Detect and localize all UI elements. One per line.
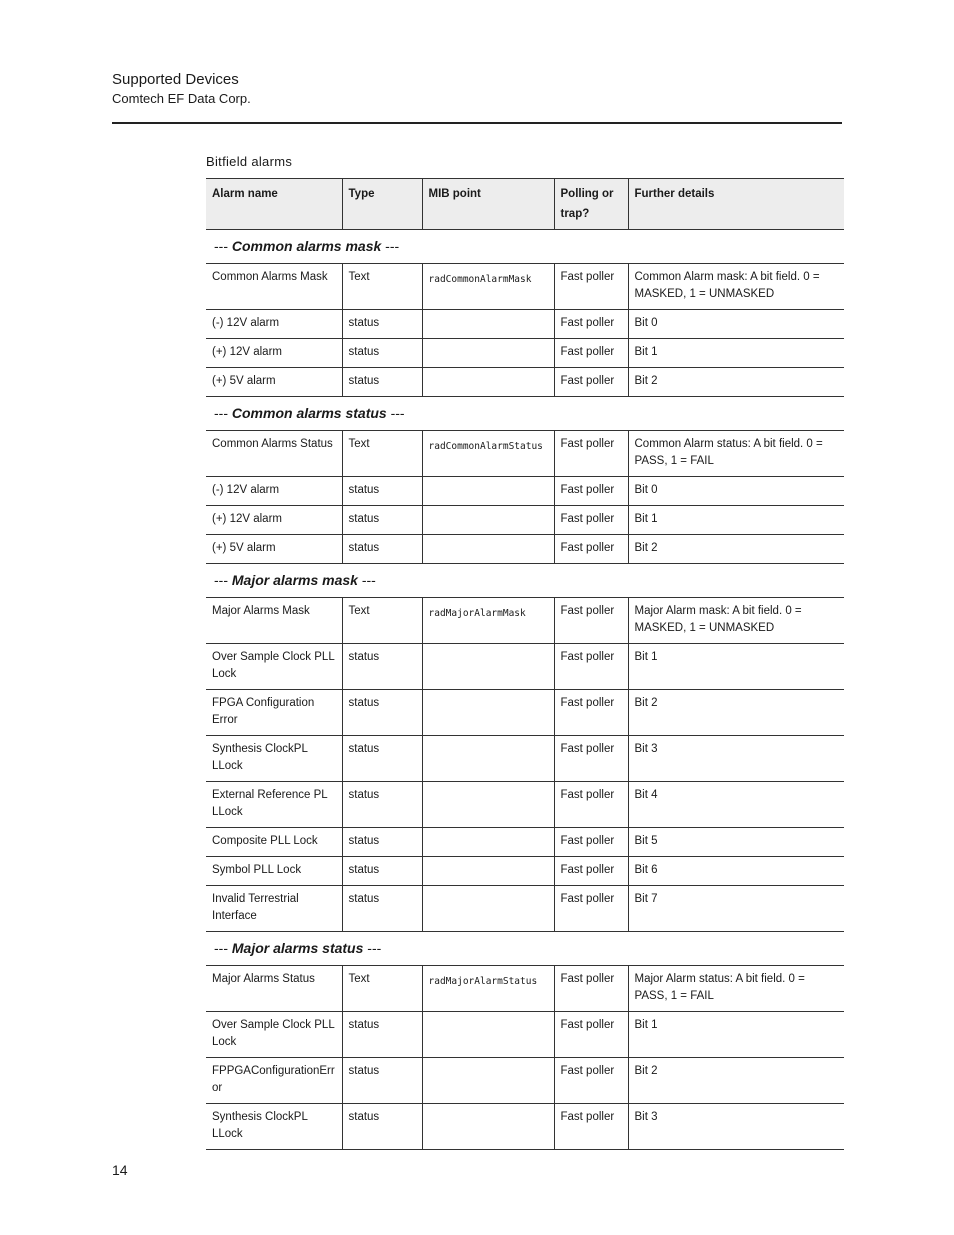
table-row xyxy=(206,339,844,368)
table-row xyxy=(206,690,844,736)
table-row xyxy=(206,1012,844,1058)
mib-point-cell xyxy=(422,782,554,828)
details-cell: Bit 6 xyxy=(628,857,844,886)
details-cell: Bit 5 xyxy=(628,828,844,857)
table-body xyxy=(206,230,844,1150)
table-row xyxy=(206,736,844,782)
section-suffix: --- xyxy=(357,572,376,588)
column-header-polling: Polling or trap? xyxy=(554,179,628,230)
section-name: Major alarms mask xyxy=(231,572,358,588)
section-title xyxy=(206,564,844,598)
polling-cell: Fast poller xyxy=(554,535,628,564)
bitfield-alarms-table-container xyxy=(206,178,844,1150)
section-prefix: --- xyxy=(214,572,232,588)
alarm-name-cell: External Reference PL LLock xyxy=(206,782,342,828)
polling-cell: Fast poller xyxy=(554,310,628,339)
mib-point-cell xyxy=(422,535,554,564)
mib-point-cell xyxy=(422,886,554,932)
polling-cell: Fast poller xyxy=(554,736,628,782)
details-cell: Bit 0 xyxy=(628,477,844,506)
column-header-type: Type xyxy=(342,179,422,230)
alarm-name-cell: (-) 12V alarm xyxy=(206,477,342,506)
details-cell: Bit 4 xyxy=(628,782,844,828)
polling-cell: Fast poller xyxy=(554,1058,628,1104)
table-row xyxy=(206,477,844,506)
details-cell: Bit 1 xyxy=(628,339,844,368)
section-name: Common alarms status xyxy=(231,405,387,421)
table-row xyxy=(206,264,844,310)
polling-cell: Fast poller xyxy=(554,886,628,932)
bitfield-alarms-table xyxy=(206,178,844,1150)
table-row xyxy=(206,886,844,932)
details-cell: Major Alarm mask: A bit field. 0 = MASKED, 1 = UNMASKED xyxy=(628,598,844,644)
page-number: 14 xyxy=(112,1162,128,1178)
table-row xyxy=(206,644,844,690)
type-cell: status xyxy=(342,736,422,782)
mib-point-cell xyxy=(422,1012,554,1058)
polling-cell: Fast poller xyxy=(554,644,628,690)
type-cell: status xyxy=(342,339,422,368)
table-row xyxy=(206,506,844,535)
mib-point-cell xyxy=(422,506,554,535)
alarm-name-cell: Over Sample Clock PLL Lock xyxy=(206,644,342,690)
polling-cell: Fast poller xyxy=(554,857,628,886)
alarm-name-cell: FPPGAConfigurationErr or xyxy=(206,1058,342,1104)
page-header xyxy=(112,70,251,108)
mib-point-cell xyxy=(422,477,554,506)
mib-point-cell xyxy=(422,310,554,339)
mib-point-cell: radMajorAlarmMask xyxy=(422,598,554,644)
mib-point-cell: radCommonAlarmMask xyxy=(422,264,554,310)
polling-cell: Fast poller xyxy=(554,828,628,857)
table-row xyxy=(206,1058,844,1104)
details-cell: Major Alarm status: A bit field. 0 = PASS, 1 = FAIL xyxy=(628,966,844,1012)
alarm-name-cell: Composite PLL Lock xyxy=(206,828,342,857)
type-cell: status xyxy=(342,535,422,564)
polling-cell: Fast poller xyxy=(554,264,628,310)
details-cell: Bit 1 xyxy=(628,1012,844,1058)
alarm-name-cell: (-) 12V alarm xyxy=(206,310,342,339)
table-header-row xyxy=(206,179,844,230)
type-cell: status xyxy=(342,310,422,339)
section-header-row xyxy=(206,397,844,431)
table-row xyxy=(206,966,844,1012)
polling-cell: Fast poller xyxy=(554,598,628,644)
alarm-name-cell: Common Alarms Status xyxy=(206,431,342,477)
type-cell: status xyxy=(342,506,422,535)
type-cell: status xyxy=(342,477,422,506)
polling-cell: Fast poller xyxy=(554,368,628,397)
details-cell: Bit 2 xyxy=(628,1058,844,1104)
polling-cell: Fast poller xyxy=(554,431,628,477)
details-cell: Bit 2 xyxy=(628,690,844,736)
alarm-name-cell: (+) 5V alarm xyxy=(206,535,342,564)
mib-point-cell xyxy=(422,644,554,690)
polling-cell: Fast poller xyxy=(554,782,628,828)
type-cell: status xyxy=(342,368,422,397)
alarm-name-cell: Major Alarms Mask xyxy=(206,598,342,644)
section-name: Common alarms mask xyxy=(231,238,382,254)
alarm-name-cell: (+) 12V alarm xyxy=(206,506,342,535)
section-header-row xyxy=(206,230,844,264)
alarm-name-cell: (+) 12V alarm xyxy=(206,339,342,368)
details-cell: Bit 0 xyxy=(628,310,844,339)
polling-cell: Fast poller xyxy=(554,1104,628,1150)
type-cell: status xyxy=(342,782,422,828)
table-row xyxy=(206,828,844,857)
alarm-name-cell: Synthesis ClockPL LLock xyxy=(206,736,342,782)
details-cell: Bit 1 xyxy=(628,644,844,690)
table-row xyxy=(206,535,844,564)
alarm-name-cell: Over Sample Clock PLL Lock xyxy=(206,1012,342,1058)
polling-cell: Fast poller xyxy=(554,1012,628,1058)
details-cell: Bit 2 xyxy=(628,535,844,564)
section-suffix: --- xyxy=(363,940,382,956)
table-row xyxy=(206,598,844,644)
table-row xyxy=(206,368,844,397)
alarm-name-cell: Invalid Terrestrial Interface xyxy=(206,886,342,932)
mib-point-cell xyxy=(422,1058,554,1104)
type-cell: status xyxy=(342,886,422,932)
mib-point-cell: radMajorAlarmStatus xyxy=(422,966,554,1012)
details-cell: Bit 1 xyxy=(628,506,844,535)
section-header-row xyxy=(206,564,844,598)
header-title: Supported Devices xyxy=(112,71,239,88)
alarm-name-cell: Common Alarms Mask xyxy=(206,264,342,310)
details-cell: Bit 3 xyxy=(628,1104,844,1150)
column-header-further-details: Further details xyxy=(628,179,844,230)
section-title xyxy=(206,932,844,966)
table-row xyxy=(206,782,844,828)
details-cell: Common Alarm mask: A bit field. 0 = MASKED, 1 = UNMASKED xyxy=(628,264,844,310)
table-caption: Bitfield alarms xyxy=(206,154,293,169)
section-prefix: --- xyxy=(214,238,232,254)
polling-cell: Fast poller xyxy=(554,339,628,368)
alarm-name-cell: Symbol PLL Lock xyxy=(206,857,342,886)
alarm-name-cell: (+) 5V alarm xyxy=(206,368,342,397)
type-cell: Text xyxy=(342,431,422,477)
table-row xyxy=(206,1104,844,1150)
header-divider xyxy=(112,122,842,124)
type-cell: status xyxy=(342,1058,422,1104)
alarm-name-cell: FPGA Configuration Error xyxy=(206,690,342,736)
type-cell: status xyxy=(342,1104,422,1150)
mib-point-cell xyxy=(422,828,554,857)
mib-point-cell xyxy=(422,339,554,368)
type-cell: status xyxy=(342,828,422,857)
alarm-name-cell: Synthesis ClockPL LLock xyxy=(206,1104,342,1150)
mib-point-cell xyxy=(422,736,554,782)
polling-cell: Fast poller xyxy=(554,690,628,736)
section-prefix: --- xyxy=(214,405,232,421)
mib-point-cell xyxy=(422,857,554,886)
table-row xyxy=(206,310,844,339)
polling-cell: Fast poller xyxy=(554,506,628,535)
table-row xyxy=(206,431,844,477)
section-suffix: --- xyxy=(381,238,400,254)
section-header-row xyxy=(206,932,844,966)
alarm-name-cell: Major Alarms Status xyxy=(206,966,342,1012)
details-cell: Bit 3 xyxy=(628,736,844,782)
type-cell: status xyxy=(342,1012,422,1058)
details-cell: Bit 7 xyxy=(628,886,844,932)
polling-cell: Fast poller xyxy=(554,477,628,506)
column-header-alarm-name: Alarm name xyxy=(206,179,342,230)
column-header-mib-point: MIB point xyxy=(422,179,554,230)
header-company: Comtech EF Data Corp. xyxy=(112,91,251,106)
table-row xyxy=(206,857,844,886)
mib-point-cell: radCommonAlarmStatus xyxy=(422,431,554,477)
type-cell: status xyxy=(342,857,422,886)
type-cell: Text xyxy=(342,598,422,644)
section-title xyxy=(206,230,844,264)
details-cell: Bit 2 xyxy=(628,368,844,397)
section-suffix: --- xyxy=(386,405,405,421)
polling-cell: Fast poller xyxy=(554,966,628,1012)
section-name: Major alarms status xyxy=(231,940,364,956)
section-title xyxy=(206,397,844,431)
mib-point-cell xyxy=(422,368,554,397)
type-cell: status xyxy=(342,690,422,736)
type-cell: status xyxy=(342,644,422,690)
type-cell: Text xyxy=(342,966,422,1012)
details-cell: Common Alarm status: A bit field. 0 = PASS, 1 = FAIL xyxy=(628,431,844,477)
section-prefix: --- xyxy=(214,940,232,956)
mib-point-cell xyxy=(422,1104,554,1150)
type-cell: Text xyxy=(342,264,422,310)
mib-point-cell xyxy=(422,690,554,736)
